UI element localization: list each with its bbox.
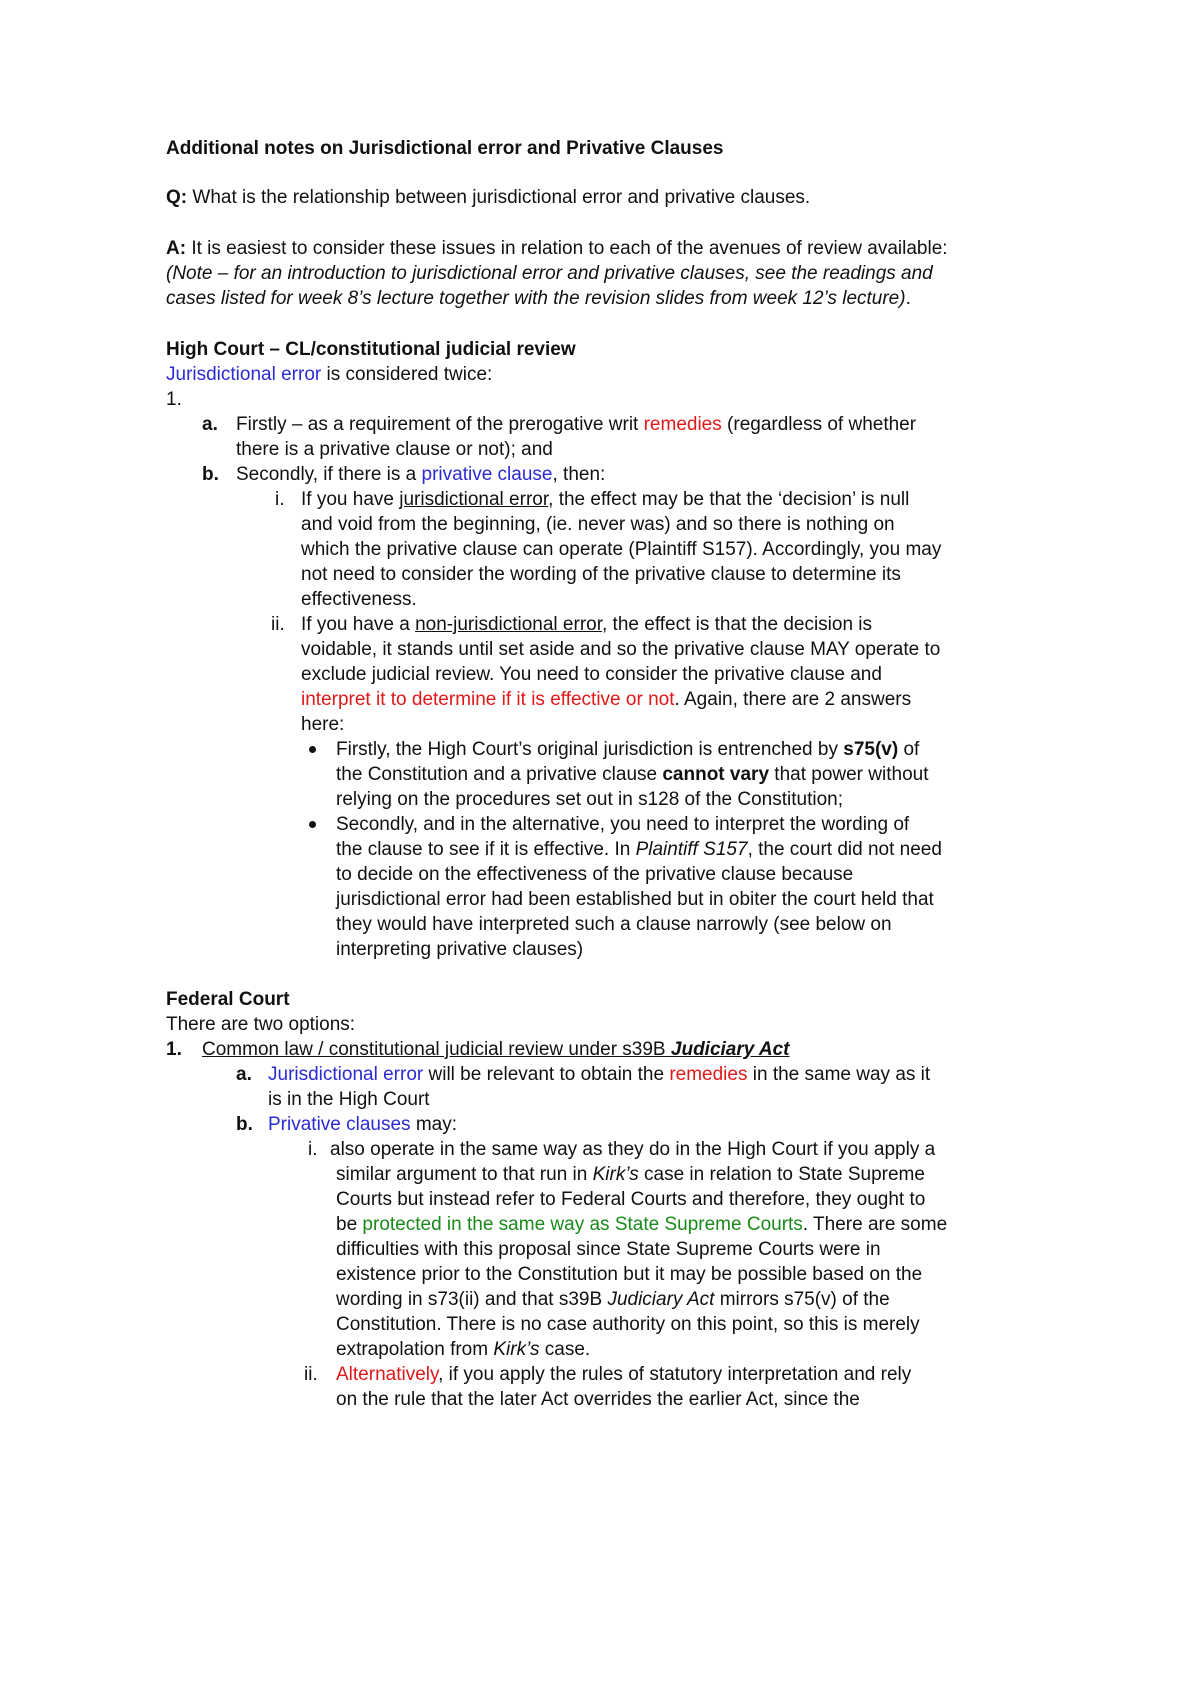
federal-court-item-b: Privative clauses may: bbox=[268, 1114, 458, 1135]
high-court-item-a-cont: there is a privative clause or not); and bbox=[236, 439, 553, 460]
list-marker-i: i. bbox=[308, 1139, 318, 1160]
high-court-item-i-5: effectiveness. bbox=[301, 589, 417, 610]
high-court-number-1: 1. bbox=[166, 389, 182, 410]
federal-court-item-i-7: wording in s73(ii) and that s39B Judiciary Act mirrors s75(v) of the bbox=[336, 1289, 890, 1310]
bullet-2-line-1: Secondly, and in the alternative, you need to interpret the wording of bbox=[336, 814, 910, 835]
federal-court-item-a: Jurisdictional error will be relevant to obtain the remedies in the same way as it bbox=[268, 1064, 931, 1085]
federal-court-item-ii-2: on the rule that the later Act overrides the earlier Act, since the bbox=[336, 1389, 860, 1410]
list-marker-1: 1. bbox=[166, 1039, 182, 1060]
federal-court-item-i-6: existence prior to the Constitution but it may be possible based on the bbox=[336, 1264, 923, 1285]
list-marker-ii: ii. bbox=[304, 1364, 318, 1385]
document-title: Additional notes on Jurisdictional error and Privative Clauses bbox=[166, 138, 724, 159]
high-court-item-i-1: If you have jurisdictional error, the effect may be that the ‘decision’ is null bbox=[301, 489, 910, 510]
bullet-2-line-2: the clause to see if it is effective. In Plaintiff S157, the court did not need bbox=[336, 839, 942, 860]
bullet-2-line-6: interpreting privative clauses) bbox=[336, 939, 584, 960]
list-marker-b: b. bbox=[202, 464, 219, 485]
federal-court-item-ii-1: Alternatively, if you apply the rules of statutory interpretation and rely bbox=[336, 1364, 912, 1385]
federal-court-item-i-2: similar argument to that run in Kirk’s case in relation to State Supreme bbox=[336, 1164, 925, 1185]
high-court-item-ii-4: interpret it to determine if it is effective or not. Again, there are 2 answers bbox=[301, 689, 912, 710]
high-court-item-i-2: and void from the beginning, (ie. never was) and so there is nothing on bbox=[301, 514, 895, 535]
bullet-marker bbox=[309, 821, 316, 828]
bullet-marker bbox=[309, 746, 316, 753]
federal-court-heading: Federal Court bbox=[166, 989, 290, 1010]
federal-court-item-i-8: Constitution. There is no case authority on this point, so this is merely bbox=[336, 1314, 920, 1335]
high-court-item-b: Secondly, if there is a privative clause, then: bbox=[236, 464, 606, 485]
high-court-item-i-4: not need to consider the wording of the privative clause to determine its bbox=[301, 564, 901, 585]
federal-court-item-i-3: Courts but instead refer to Federal Courts and therefore, they ought to bbox=[336, 1189, 926, 1210]
federal-court-item-i-1: also operate in the same way as they do in the High Court if you apply a bbox=[330, 1139, 936, 1160]
federal-court-item-a-cont: is in the High Court bbox=[268, 1089, 430, 1110]
high-court-item-i-3: which the privative clause can operate (Plaintiff S157). Accordingly, you may bbox=[301, 539, 942, 560]
answer-paragraph: A: It is easiest to consider these issues in relation to each of the avenues of review available: bbox=[166, 238, 948, 259]
federal-court-intro: There are two options: bbox=[166, 1014, 356, 1035]
bullet-1-line-3: relying on the procedures set out in s128 of the Constitution; bbox=[336, 789, 843, 810]
bullet-2-line-5: they would have interpreted such a clause narrowly (see below on bbox=[336, 914, 892, 935]
high-court-item-a: Firstly – as a requirement of the prerogative writ remedies (regardless of whether bbox=[236, 414, 917, 435]
high-court-item-ii-3: exclude judicial review. You need to consider the privative clause and bbox=[301, 664, 882, 685]
bullet-1-line-2: the Constitution and a privative clause cannot vary that power without bbox=[336, 764, 929, 785]
note-line-1: (Note – for an introduction to jurisdictional error and privative clauses, see the readings and bbox=[166, 263, 933, 284]
question-paragraph: Q: What is the relationship between jurisdictional error and privative clauses. bbox=[166, 187, 811, 208]
high-court-heading: High Court – CL/constitutional judicial review bbox=[166, 339, 576, 360]
note-line-2: cases listed for week 8’s lecture together with the revision slides from week 12’s lecture). bbox=[166, 288, 911, 309]
list-marker-b: b. bbox=[236, 1114, 253, 1135]
federal-court-option-1: Common law / constitutional judicial review under s39B Judiciary Act bbox=[202, 1039, 790, 1060]
federal-court-item-i-9: extrapolation from Kirk’s case. bbox=[336, 1339, 591, 1360]
list-marker-a: a. bbox=[236, 1064, 252, 1085]
high-court-item-ii-2: voidable, it stands until set aside and so the privative clause MAY operate to bbox=[301, 639, 941, 660]
high-court-item-ii-5: here: bbox=[301, 714, 345, 735]
federal-court-item-i-5: difficulties with this proposal since State Supreme Courts were in bbox=[336, 1239, 881, 1260]
bullet-1-line-1: Firstly, the High Court’s original jurisdiction is entrenched by s75(v) of bbox=[336, 739, 920, 760]
high-court-item-ii-1: If you have a non-jurisdictional error, the effect is that the decision is bbox=[301, 614, 873, 635]
high-court-intro: Jurisdictional error is considered twice: bbox=[166, 364, 493, 385]
list-marker-i: i. bbox=[275, 489, 285, 510]
bullet-2-line-3: to decide on the effectiveness of the privative clause because bbox=[336, 864, 854, 885]
bullet-2-line-4: jurisdictional error had been established but in obiter the court held that bbox=[336, 889, 934, 910]
list-marker-a: a. bbox=[202, 414, 218, 435]
federal-court-item-i-4: be protected in the same way as State Supreme Courts. There are some bbox=[336, 1214, 948, 1235]
list-marker-ii: ii. bbox=[271, 614, 285, 635]
